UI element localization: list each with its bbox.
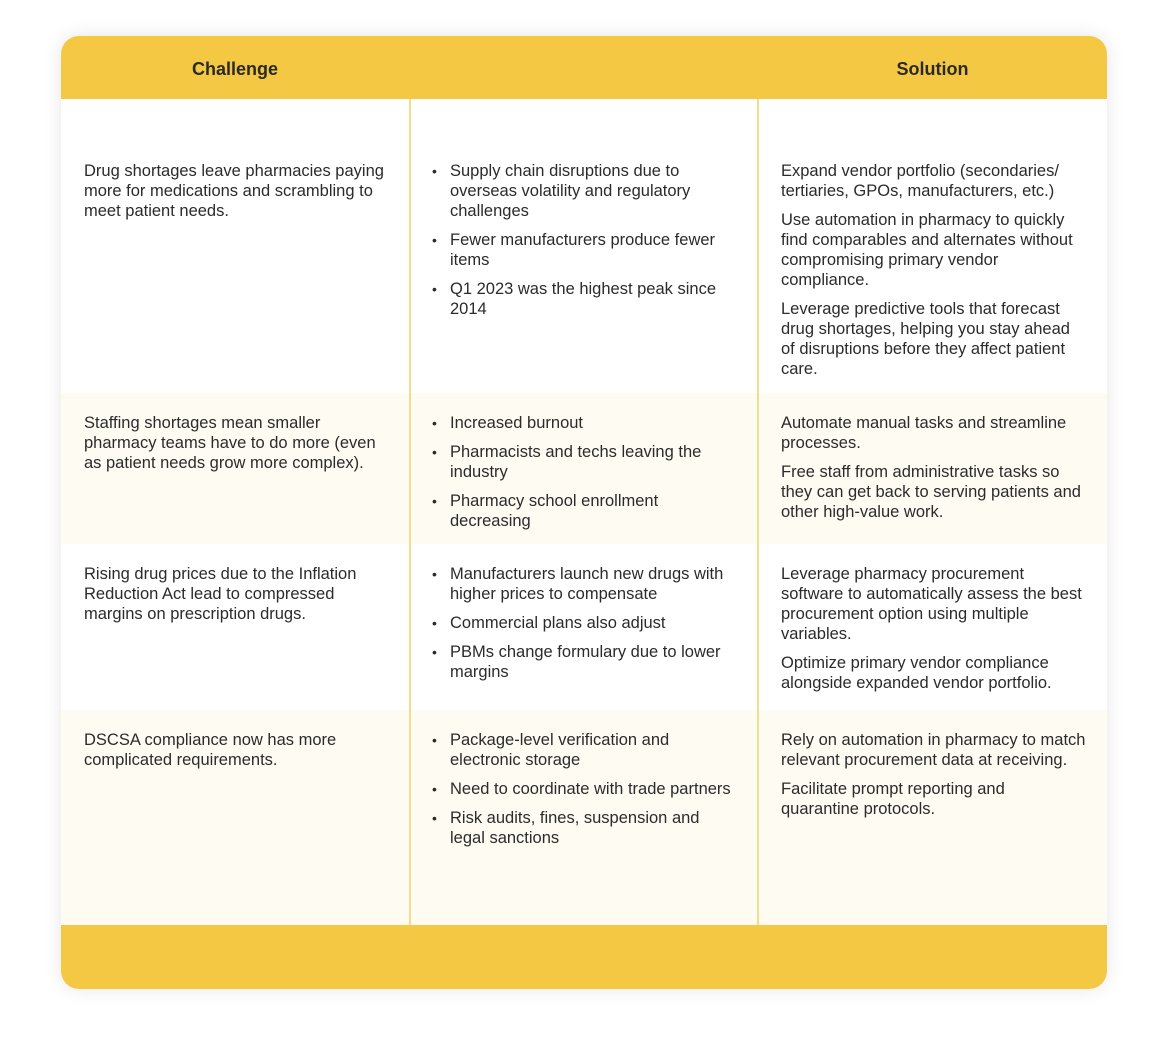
header-challenge: Challenge	[191, 59, 279, 79]
solution-cell: Automate manual tasks and streamline processes. Free staff from administrative tasks so they can get back to serving patients and other high-value work.	[781, 414, 1081, 521]
list-item: • Q1 2023 was the highest peak since 2014	[432, 280, 717, 318]
solution-cell: Expand vendor portfolio (secondaries/ tertiaries, GPOs, manufacturers, etc.) Use automation in pharmacy to quickly find comparables and alternates without compromising primary vendor compliance. Leverage predictive tools that forecast drug shortages, helping you stay ahead of disruptions before they affect patient care.	[781, 162, 1073, 378]
list-item: • Pharmacy school enrollment decreasing	[432, 492, 659, 530]
comparison-table	[61, 36, 1107, 989]
details-cell	[431, 413, 731, 540]
list-item: • PBMs change formulary due to lower margins	[432, 643, 721, 681]
column-divider	[757, 99, 759, 925]
table-row	[61, 99, 1107, 393]
details-list	[431, 161, 731, 319]
header-solution: Solution	[896, 59, 969, 79]
details-cell	[431, 730, 731, 857]
table-row	[61, 544, 1107, 710]
solution-cell: Leverage pharmacy procurement software to automatically assess the best procurement option using multiple variables. Optimize primary vendor compliance alongside expanded vendor portfolio.	[781, 565, 1082, 692]
list-item: • Package-level verification and electronic storage	[432, 731, 670, 769]
list-item: • Pharmacists and techs leaving the industry	[432, 443, 702, 481]
table-header	[61, 36, 1107, 99]
details-cell	[431, 564, 731, 691]
challenge-cell: Staffing shortages mean smaller pharmacy teams have to do more (even as patient needs grow more complex).	[84, 414, 376, 472]
table-row	[61, 710, 1107, 925]
table-row	[61, 393, 1107, 544]
list-item: • Commercial plans also adjust	[432, 614, 666, 632]
solution-cell: Rely on automation in pharmacy to match relevant procurement data at receiving. Facilitate prompt reporting and quarantine protocols.	[781, 731, 1086, 818]
list-item: • Need to coordinate with trade partners	[432, 780, 731, 798]
details-list	[431, 730, 731, 848]
challenge-cell: DSCSA compliance now has more complicated requirements.	[84, 731, 337, 769]
table-footer	[61, 925, 1107, 989]
list-item: • Increased burnout	[432, 414, 584, 432]
details-list	[431, 564, 731, 682]
column-divider	[409, 99, 411, 925]
challenge-cell: Rising drug prices due to the Inflation Reduction Act lead to compressed margins on prescription drugs.	[84, 565, 357, 623]
details-cell	[431, 161, 731, 328]
list-item: • Manufacturers launch new drugs with higher prices to compensate	[432, 565, 724, 603]
list-item: • Fewer manufacturers produce fewer items	[432, 231, 716, 269]
challenge-cell: Drug shortages leave pharmacies paying more for medications and scrambling to meet patient needs.	[84, 162, 384, 220]
list-item: • Supply chain disruptions due to overseas volatility and regulatory challenges	[432, 162, 691, 220]
list-item: • Risk audits, fines, suspension and legal sanctions	[432, 809, 700, 847]
details-list	[431, 413, 731, 531]
